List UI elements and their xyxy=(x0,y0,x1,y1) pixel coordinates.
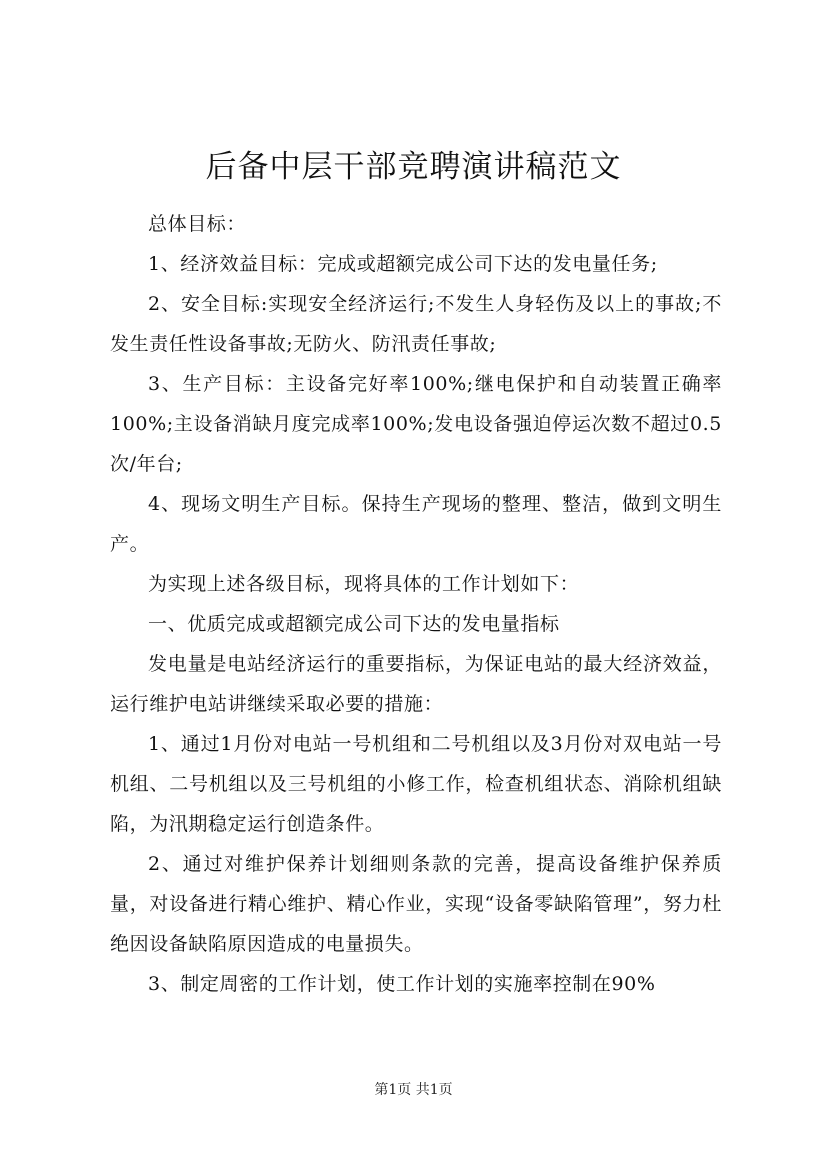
paragraph: 2、安全目标:实现安全经济运行;不发生人身轻伤及以上的事故;不发生责任性设备事故;无防火、防汛责任事故; xyxy=(110,293,722,355)
paragraph: 1、通过1月份对电站一号机组和二号机组以及3月份对双电站一号机组、二号机组以及三号机组的小修工作，检查机组状态、消除机组缺陷，为汛期稳定运行创造条件。 xyxy=(110,733,722,835)
paragraph: 1、经济效益目标：完成或超额完成公司下达的发电量任务; xyxy=(148,253,658,275)
paragraph: 3、制定周密的工作计划，使工作计划的实施率控制在90% xyxy=(148,973,656,995)
paragraph: 一、优质完成或超额完成公司下达的发电量指标 xyxy=(148,613,560,635)
paragraph: 4、现场文明生产目标。保持生产现场的整理、整洁，做到文明生产。 xyxy=(110,493,722,555)
paragraph: 总体目标： xyxy=(148,213,247,235)
document-body xyxy=(110,204,722,1004)
paragraph: 发电量是电站经济运行的重要指标，为保证电站的最大经济效益，运行维护电站讲继续采取必要的措施： xyxy=(110,653,722,715)
page-footer: 第1页 共1页 xyxy=(374,1082,453,1098)
paragraph: 2、通过对维护保养计划细则条款的完善，提高设备维护保养质量，对设备进行精心维护、精心作业，实现“设备零缺陷管理”，努力杜绝因设备缺陷原因造成的电量损失。 xyxy=(110,853,722,955)
document-title: 后备中层干部竞聘演讲稿范文 xyxy=(205,149,622,185)
paragraph: 为实现上述各级目标，现将具体的工作计划如下： xyxy=(148,573,580,595)
paragraph: 3、生产目标：主设备完好率100%;继电保护和自动装置正确率100%;主设备消缺月度完成率100%;发电设备强迫停运次数不超过0.5次/年台; xyxy=(110,373,722,475)
